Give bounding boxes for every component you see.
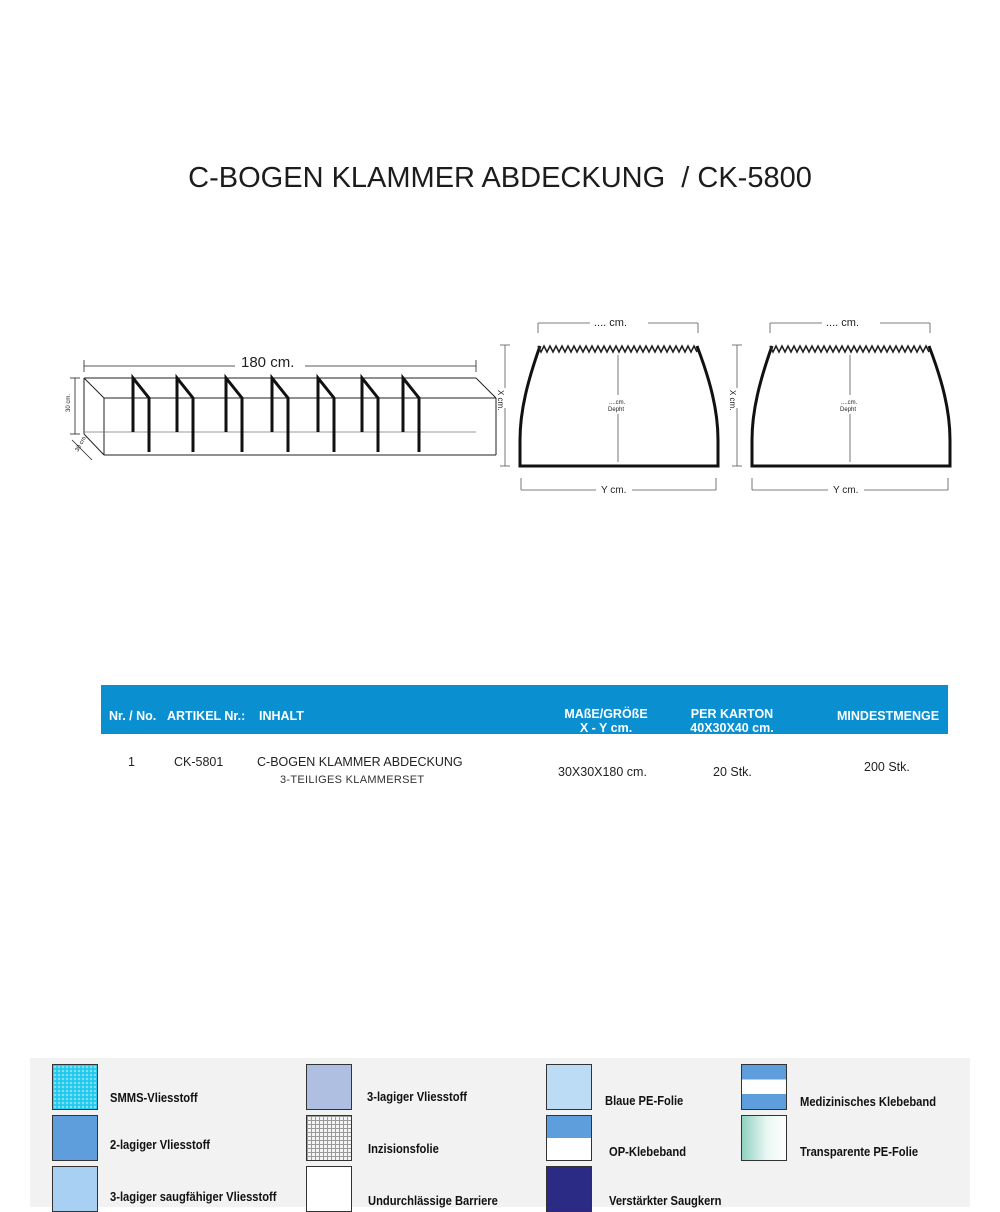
medical-tape-swatch-icon bbox=[741, 1064, 787, 1110]
material-legend bbox=[30, 1058, 970, 1207]
header-karton bbox=[672, 707, 792, 735]
legend-label-3lagig-saug: 3-lagiger saugfähiger Vliesstoff bbox=[110, 1189, 277, 1204]
header-masse-line2: X - Y cm. bbox=[579, 721, 633, 735]
row-masse: 30X30X180 cm. bbox=[558, 765, 647, 779]
product-diagram bbox=[0, 300, 1000, 500]
absorbent-core-swatch-icon bbox=[546, 1166, 592, 1212]
page-title: C-BOGEN KLAMMER ABDECKUNG / CK-5800 bbox=[188, 162, 812, 194]
cover1-bottom-width: Y cm. bbox=[601, 485, 627, 496]
legend-label-barriere: Undurchlässige Barriere bbox=[368, 1193, 498, 1208]
transparent-pe-swatch-icon bbox=[741, 1115, 787, 1161]
table-header bbox=[101, 685, 948, 734]
barrier-swatch-icon bbox=[306, 1166, 352, 1212]
row-mindest: 200 Stk. bbox=[864, 760, 910, 774]
cover2-center-value: ....cm. bbox=[841, 400, 858, 406]
legend-label-3lagig: 3-lagiger Vliesstoff bbox=[367, 1089, 468, 1104]
cover1-center-caption: Depht bbox=[608, 407, 625, 413]
cover1-side-label: X cm. bbox=[496, 390, 505, 411]
legend-label-transparente-pe: Transparente PE-Folie bbox=[800, 1144, 919, 1159]
cover1-top-width: .... cm. bbox=[594, 317, 627, 329]
header-karton-line1: PER KARTON bbox=[690, 707, 774, 721]
cover-drawing-2 bbox=[728, 317, 950, 496]
depth-label: 30 cm. bbox=[74, 434, 89, 453]
cover2-bottom-width: Y cm. bbox=[833, 485, 859, 496]
height-label: 30 cm. bbox=[66, 393, 72, 412]
legend-label-smms: SMMS-Vliesstoff bbox=[110, 1090, 198, 1105]
legend-label-med-klebeband: Medizinisches Klebeband bbox=[800, 1094, 937, 1109]
row-nr: 1 bbox=[128, 755, 135, 769]
legend-label-inzision: Inzisionsfolie bbox=[368, 1141, 439, 1156]
row-inhalt-sub: 3-TEILIGES KLAMMERSET bbox=[280, 774, 425, 786]
header-artikel: ARTIKEL Nr.: bbox=[167, 709, 246, 723]
legend-label-op-klebeband: OP-Klebeband bbox=[609, 1144, 687, 1159]
cover1-center-value: ....cm. bbox=[609, 400, 626, 406]
cover2-center-caption: Depht bbox=[840, 407, 857, 413]
header-masse bbox=[546, 707, 666, 735]
two-layer-swatch-icon bbox=[52, 1115, 98, 1161]
clamps bbox=[133, 378, 419, 452]
op-tape-swatch-icon bbox=[546, 1115, 592, 1161]
legend-label-saugkern: Verstärkter Saugkern bbox=[609, 1193, 722, 1208]
header-karton-line2: 40X30X40 cm. bbox=[690, 721, 774, 735]
incision-foil-swatch-icon bbox=[306, 1115, 352, 1161]
header-inhalt: INHALT bbox=[259, 709, 304, 723]
row-karton: 20 Stk. bbox=[713, 765, 752, 779]
header-mindest: MINDESTMENGE bbox=[837, 709, 940, 723]
three-layer-swatch-icon bbox=[306, 1064, 352, 1110]
smms-swatch-icon bbox=[52, 1064, 98, 1110]
cover2-top-width: .... cm. bbox=[826, 317, 859, 329]
row-artikel: CK-5801 bbox=[174, 755, 224, 769]
cover-drawing-1 bbox=[496, 317, 718, 496]
header-nr: Nr. / No. bbox=[109, 709, 157, 723]
blue-pe-swatch-icon bbox=[546, 1064, 592, 1110]
cover2-side-label: X cm. bbox=[728, 390, 737, 411]
legend-label-blaue-pe: Blaue PE-Folie bbox=[605, 1093, 684, 1108]
header-masse-line1: MAßE/GRÖßE bbox=[564, 707, 648, 721]
row-inhalt: C-BOGEN KLAMMER ABDECKUNG bbox=[257, 755, 463, 769]
length-label: 180 cm. bbox=[241, 354, 295, 371]
three-layer-absorbent-swatch-icon bbox=[52, 1166, 98, 1212]
legend-label-2lagig: 2-lagiger Vliesstoff bbox=[110, 1137, 211, 1152]
